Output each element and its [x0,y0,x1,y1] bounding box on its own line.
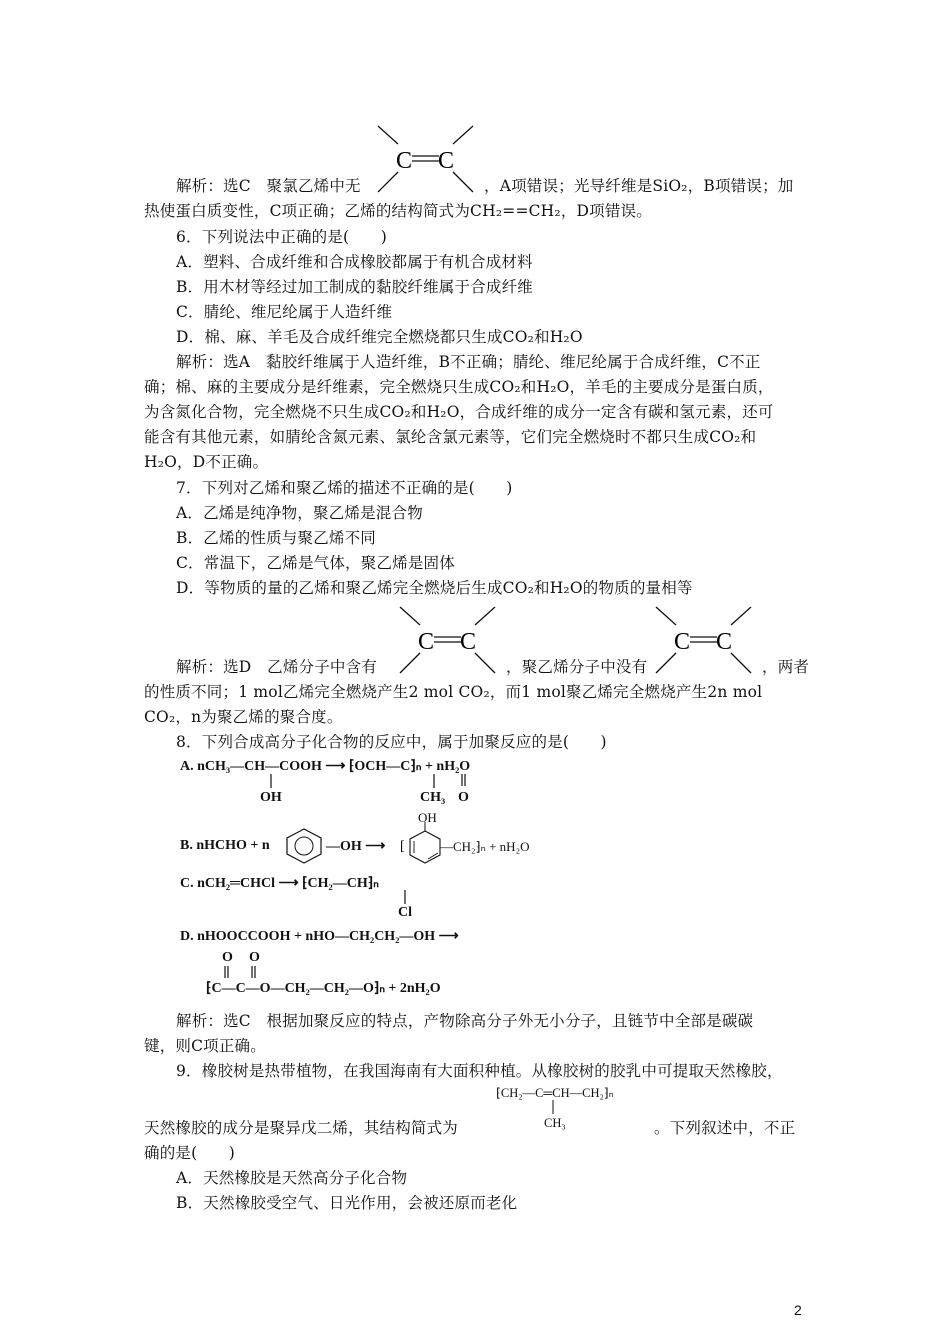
q8-stem: 8．下列合成高分子化合物的反应中，属于加聚反应的是( ) [176,733,607,751]
q8-option-b-oh: —OH ⟶ [326,839,386,854]
q7-option-c: C．常温下，乙烯是气体，聚乙烯是固体 [176,554,455,572]
q5-analysis-line2: 热使蛋白质变性，C项正确；乙烯的结构简式为CH₂==CH₂，D项错误。 [144,202,652,220]
double-bond-c-right: C [438,148,455,174]
q9-stem-line2b: 。下列叙述中，不正 [654,1119,796,1137]
q7-option-b: B．乙烯的性质与聚乙烯不同 [176,529,376,547]
double-bond-structure-1 [376,124,476,196]
q5-analysis-line1b: ，A项错误；光导纤维是SiO₂，B项错误；加 [484,177,794,195]
q6-option-b: B．用木材等经过加工制成的黏胶纤维属于合成纤维 [176,278,533,296]
q8-option-a-o: O [458,790,469,805]
q6-analysis-line5: H₂O，D不正确。 [144,453,269,471]
double-bond-c-right: C [716,629,733,655]
q8-analysis-line1: 解析：选C 根据加聚反应的特点，产物除高分子外无小分子，且链节中全部是碳碳 [176,1012,754,1030]
q9-formula-ch3: CH₃ [544,1116,566,1130]
q5-analysis-line1a: 解析：选C 聚氯乙烯中无 [176,177,361,195]
q9-formula-bond [548,1100,558,1116]
q8-option-a-main: A. nCH₃—CH—COOH ⟶ ⁅OCH—C⁆ₙ + nH₂O [180,759,471,774]
q7-analysis-b: ，聚乙烯分子中没有 [506,658,648,676]
q8-option-b-left: B. nHCHO + n [180,838,270,853]
q6-option-a: A．塑料、合成纤维和合成橡胶都属于有机合成材料 [176,253,533,271]
q6-analysis-line2: 确；棉、麻的主要成分是纤维素，完全燃烧只生成CO₂和H₂O，羊毛的主要成分是蛋白质， [144,378,774,396]
q8-option-c: C. nCH₂═CHCl ⟶ ⁅CH₂—CH⁆ₙ [180,876,379,891]
q6-analysis-line1: 解析：选A 黏胶纤维属于人造纤维，B不正确；腈纶、维尼纶属于合成纤维，C不正 [176,353,761,371]
q8-option-d-o2: O [249,950,260,965]
q8-option-a-ch3: CH₃ [420,790,446,805]
q7-analysis-line3: CO₂，n为聚乙烯的聚合度。 [144,708,343,726]
q9-option-a: A．天然橡胶是天然高分子化合物 [176,1169,408,1187]
q9-stem-line1: 9．橡胶树是热带植物，在我国海南有大面积种植。从橡胶树的胶乳中可提取天然橡胶， [176,1062,783,1080]
q8-option-a-oh: OH [260,790,282,805]
q6-option-c: C．腈纶、维尼纶属于人造纤维 [176,303,393,321]
q7-analysis-line2: 的性质不同；1 mol乙烯完全燃烧产生2 mol CO₂，而1 mol聚乙烯完全燃烧产生2n mol [144,683,763,701]
double-bond-c-left: C [674,629,691,655]
benzene-ring-icon [282,826,326,866]
q7-analysis-a: 解析：选D 乙烯分子中含有 [176,658,378,676]
q8-option-b-top-oh: OH [418,810,437,825]
q7-stem: 7．下列对乙烯和聚乙烯的描述不正确的是( ) [176,479,513,497]
q6-option-d: D．棉、麻、羊毛及合成纤维完全燃烧都只生成CO₂和H₂O [176,328,583,346]
q7-option-a: A．乙烯是纯净物，聚乙烯是混合物 [176,504,423,522]
q6-stem: 6．下列说法中正确的是( ) [176,228,387,246]
q7-analysis-c: ，两者 [762,658,810,676]
q7-option-d: D．等物质的量的乙烯和聚乙烯完全燃烧后生成CO₂和H₂O的物质的量相等 [176,579,693,597]
q8-option-d-bonds [220,964,270,980]
double-bond-c-left: C [418,629,435,655]
q8-option-c-cl: Cl [398,905,412,920]
q9-option-b: B．天然橡胶受空气、日光作用，会被还原而老化 [176,1194,518,1212]
q8-option-b-right: —CH₂⁆ₙ + nH₂O [440,839,530,854]
q9-formula: ⁅CH₂—C═CH—CH₂⁆ₙ [496,1086,614,1100]
q9-stem-line2a: 天然橡胶的成分是聚异戊二烯，其结构简式为 [144,1119,459,1137]
double-bond-structure-2 [398,605,498,677]
q6-analysis-line4: 能含有其他元素，如腈纶含氮元素、氯纶含氯元素等，它们完全燃烧时不都只生成CO₂和 [144,428,757,446]
q6-analysis-line3: 为含氮化合物，完全燃烧不只生成CO₂和H₂O，合成纤维的成分一定含有碳和氢元素，还可 [144,403,774,421]
double-bond-structure-3 [654,605,754,677]
q8-option-d-line1: D. nHOOCCOOH + nHO—CH₂CH₂—OH ⟶ [180,929,459,944]
q9-stem-line3: 确的是( ) [144,1144,235,1162]
page-number: 2 [794,1302,802,1318]
q8-analysis-line2: 键，则C项正确。 [144,1037,266,1055]
double-bond-c-left: C [396,148,413,174]
double-bond-c-right: C [460,629,477,655]
q8-option-d-o1: O [222,950,233,965]
q8-option-d-line2: ⁅C—C—O—CH₂—CH₂—O⁆ₙ + 2nH₂O [206,981,441,996]
svg-text:[: [ [400,839,405,854]
q8-option-c-bond [400,890,410,906]
